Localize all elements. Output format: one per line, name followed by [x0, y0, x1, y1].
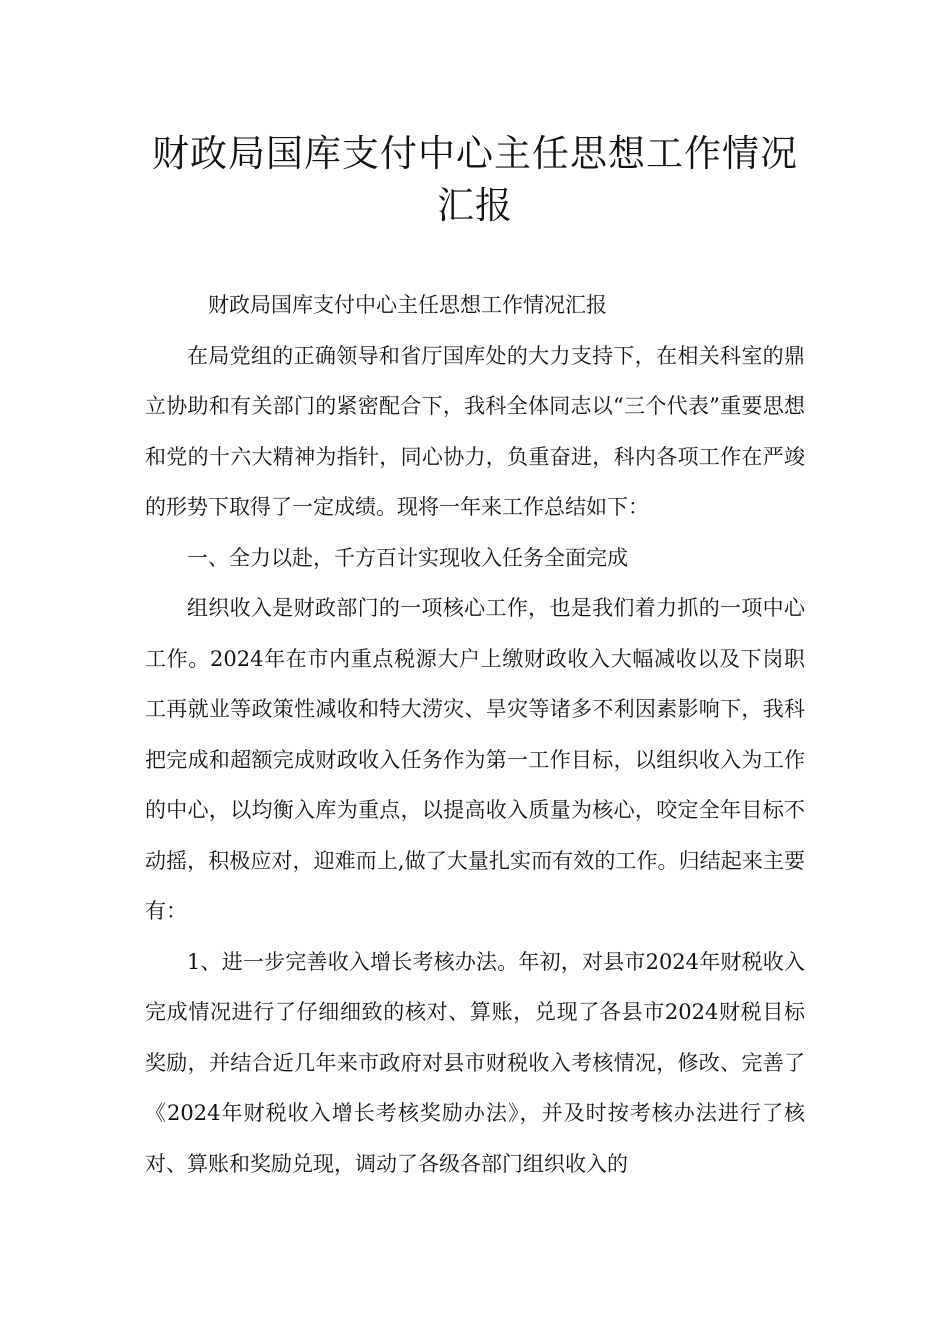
- document-subtitle: 财政局国库支付中心主任思想工作情况汇报: [208, 293, 607, 317]
- section-heading-1: 一、全力以赴，千方百计实现收入任务全面完成: [187, 545, 628, 570]
- paragraph-intro: 在局党组的正确领导和省厅国库处的大力支持下，在相关科室的鼎立协助和有关部门的紧密配合下，我科全体同志以“三个代表”重要思想和党的十六大精神为指针，同心协力，负重奋进，科内各项工作在严竣的形势下取得了一定成绩。现将一年来工作总结如下：: [145, 343, 805, 519]
- document-body: [145, 280, 805, 1189]
- paragraph-section-1: 组织收入是财政部门的一项核心工作，也是我们着力抓的一项中心工作。2024年在市内重点税源大户上缴财政收入大幅减收以及下岗职工再就业等政策性减收和特大涝灾、旱灾等诸多不利因素影响下，我科把完成和超额完成财政收入任务作为第一工作目标，以组织收入为工作的中心，以均衡入库为重点，以提高收入质量为核心，咬定全年目标不动摇，积极应对，迎难而上,做了大量扎实而有效的工作。归结起来主要有：: [145, 596, 805, 923]
- document-title-line-1: 财政局国库支付中心主任思想工作情况: [152, 132, 798, 175]
- document-title-line-2: 汇报: [437, 184, 513, 227]
- paragraph-item-1: 1、进一步完善收入增长考核办法。年初，对县市2024年财税收入完成情况进行了仔细细致的核对、算账，兑现了各县市2024财税目标奖励，并结合近几年来市政府对县市财税收入考核情况，修改、完善了《2024年财税收入增长考核奖励办法》，并及时按考核办法进行了核对、算账和奖励兑现，调动了各级各部门组织收入的: [145, 949, 805, 1176]
- document-title: [120, 128, 830, 232]
